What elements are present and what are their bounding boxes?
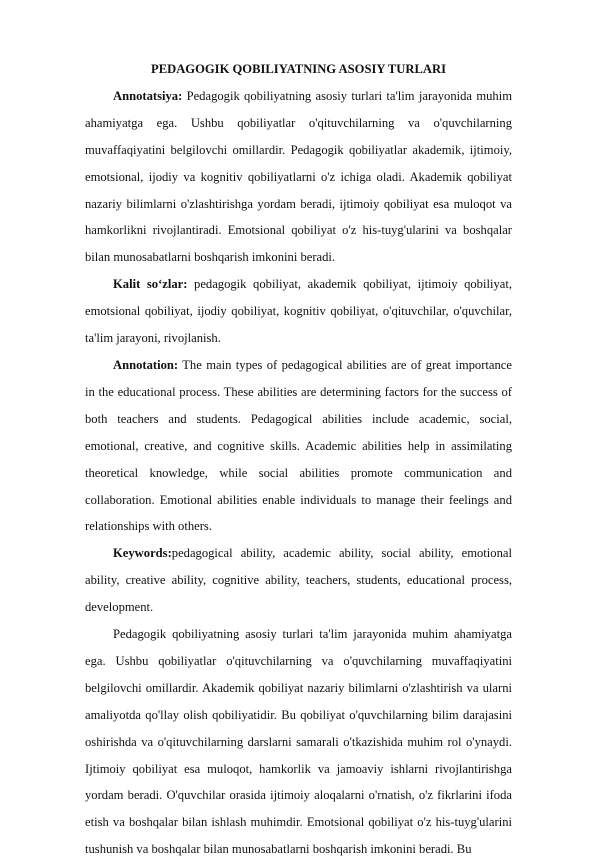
kalit-sozlar-paragraph	[85, 271, 512, 352]
body-paragraph: Pedagogik qobiliyatning asosiy turlari ta'lim jarayonida muhim ahamiyatga ega. Ushbu qobiliyatlar o'qituvchilarning va o'quvchilarning muvaffaqiyatini belgilovchi omillardir. Akademik qobiliyat nazariy bilimlarni o'zlashtirish va ularni amaliyotda qo'llay olish qobiliyatidir. Bu qobiliyat o'quvchilarning bilim darajasini oshirishda va o'qituvchilarning darslarni samarali o'tkazishida muhim rol o'ynaydi. Ijtimoiy qobiliyat esa muloqot, hamkorlik va jamoaviy ishlarni rivojlantirishga yordam beradi. O'quvchilar orasida ijtimoiy aloqalarni o'rnatish, o'z fikrlarini ifoda etish va boshqalar bilan ishlash muhimdir. Emotsional qobiliyat o'z his-tuyg'ularini tushunish va boshqalar bilan munosabatlarni boshqarish imkonini beradi. Bu	[85, 627, 512, 857]
document-title: PEDAGOGIK QOBILIYATNING ASOSIY TURLARI	[151, 62, 446, 76]
annotation-label: Annotation:	[113, 357, 179, 372]
annotatsiya-label: Annotatsiya:	[113, 88, 183, 103]
keywords-label: Keywords:	[113, 546, 172, 561]
keywords-paragraph	[85, 540, 512, 621]
annotation-paragraph	[85, 352, 512, 540]
kalit-sozlar-text: pedagogik qobiliyat, akademik qobiliyat, ijtimoiy qobiliyat, emotsional qobiliyat, ijodiy qobiliyat, kognitiv qobiliyat, o'qituvchilar, o'quvchilar, ta'lim jarayoni, rivojlanish.	[85, 277, 512, 346]
annotatsiya-text: Pedagogik qobiliyatning asosiy turlari ta'lim jarayonida muhim ahamiyatga ega. Ushbu qobiliyatlar o'qituvchilarning va o'quvchilarning muvaffaqiyatini belgilovchi omillardir. Pedagogik qobiliyatlar akademik, ijtimoiy, emotsional, ijodiy va kognitiv qobiliyatlarni o'z ichiga oladi. Akademik qobiliyat nazariy bilimlarni o'zlashtirishga yordam beradi, ijtimoiy qobiliyat esa muloqot va hamkorlikni rivojlantiradi. Emotsional qobiliyat o'z his-tuyg'ularini va boshqalar bilan munosabatlarni boshqarish imkonini beradi.	[85, 88, 512, 265]
document-page	[85, 56, 512, 863]
keywords-text: pedagogical ability, academic ability, social ability, emotional ability, creative ability, cognitive ability, teachers, students, educational process, development.	[85, 546, 512, 615]
annotatsiya-paragraph	[85, 83, 512, 271]
annotation-text: The main types of pedagogical abilities are of great importance in the educational process. These abilities are determining factors for the success of both teachers and students. Pedagogical abilities include academic, social, emotional, creative, and cognitive skills. Academic abilities help in assimilating theoretical knowledge, while social abilities promote communication and collaboration. Emotional abilities enable individuals to manage their feelings and relationships with others.	[85, 357, 512, 534]
kalit-sozlar-label: Kalit so‘zlar:	[113, 277, 188, 292]
